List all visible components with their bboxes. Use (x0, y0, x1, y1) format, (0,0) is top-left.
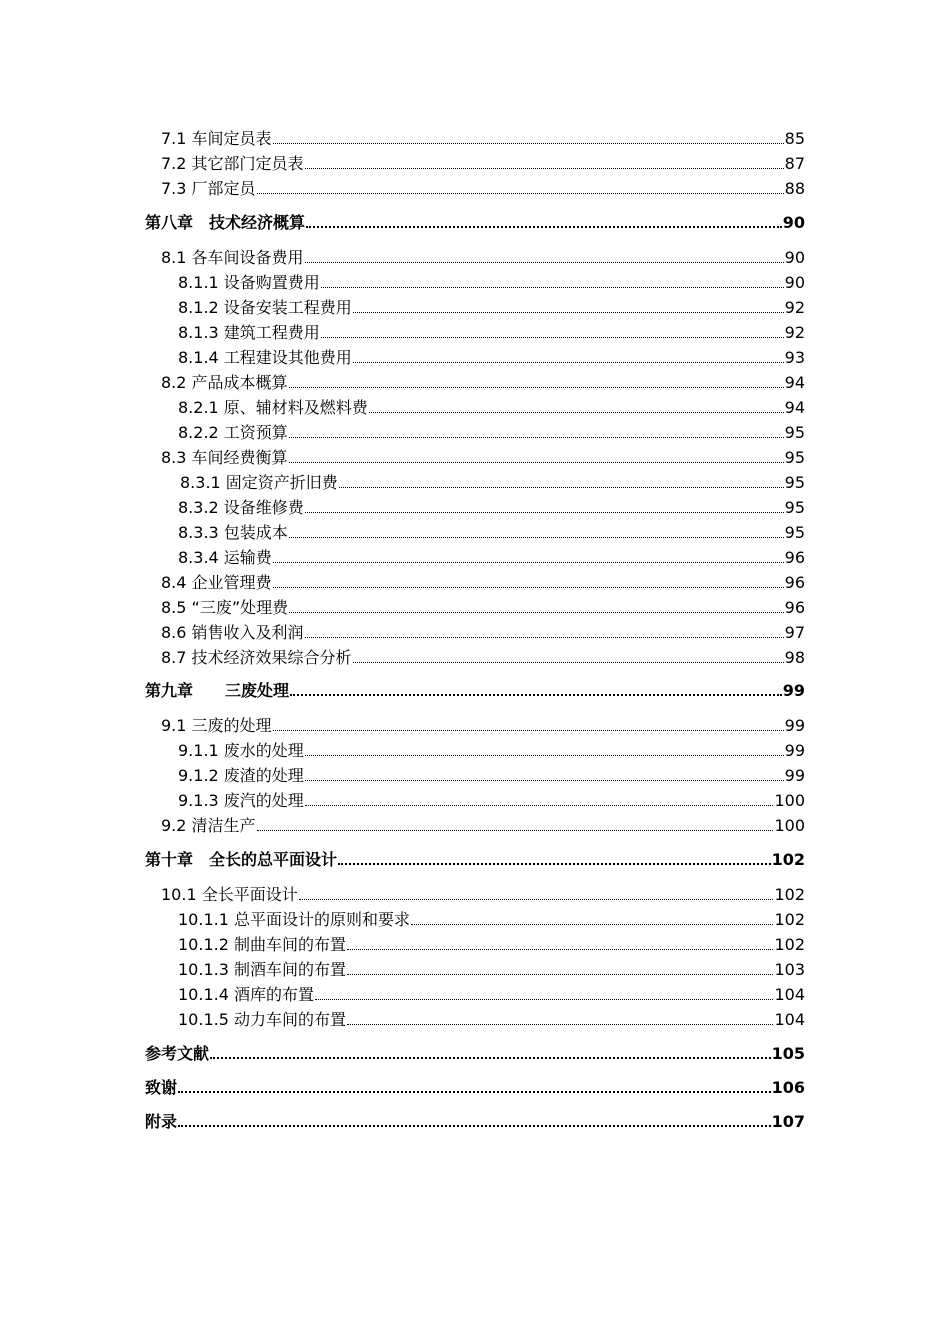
toc-entry-page-number: 96 (784, 548, 805, 567)
toc-entry-title: 8.7 技术经济效果综合分析 (161, 648, 352, 667)
toc-entry-page-number: 102 (774, 885, 805, 904)
toc-entry-title: 附录 (145, 1112, 178, 1131)
toc-entry-page-number: 100 (774, 816, 805, 835)
toc-entry-page-number: 99 (784, 716, 805, 735)
dot-leader (257, 830, 774, 831)
toc-entry-title: 8.2.2 工资预算 (178, 423, 288, 442)
toc-entry-page-number: 102 (771, 850, 805, 869)
toc-chapter-entry[interactable] (145, 1108, 805, 1132)
toc-section-entry[interactable] (178, 737, 805, 761)
toc-entry-page-number: 88 (784, 179, 805, 198)
dot-leader (273, 587, 784, 588)
toc-entry-title: 8.3 车间经费衡算 (161, 448, 288, 467)
toc-entry-title: 9.2 清洁生产 (161, 816, 256, 835)
toc-entry-page-number: 106 (771, 1078, 805, 1097)
toc-section-entry[interactable] (161, 569, 805, 593)
toc-section-entry[interactable] (161, 594, 805, 618)
dot-leader (347, 1024, 773, 1025)
toc-entry-title: 9.1.1 废水的处理 (178, 741, 304, 760)
dot-leader (289, 437, 784, 438)
toc-entry-page-number: 97 (784, 623, 805, 642)
toc-section-entry[interactable] (178, 956, 805, 980)
dot-leader (305, 512, 784, 513)
dot-leader (289, 537, 784, 538)
toc-entry-title: 9.1.3 废汽的处理 (178, 791, 304, 810)
toc-entry-title: 8.2 产品成本概算 (161, 373, 288, 392)
toc-entry-title: 8.1.1 设备购置费用 (178, 273, 320, 292)
toc-entry-page-number: 104 (774, 1010, 805, 1029)
toc-section-entry[interactable] (178, 906, 805, 930)
toc-entry-page-number: 103 (774, 960, 805, 979)
toc-entry-page-number: 95 (784, 473, 805, 492)
toc-entry-title: 10.1.5 动力车间的布置 (178, 1010, 346, 1029)
toc-section-entry[interactable] (178, 544, 805, 568)
toc-entry-page-number: 85 (784, 129, 805, 148)
toc-entry-page-number: 94 (784, 373, 805, 392)
dot-leader (305, 637, 784, 638)
toc-entry-page-number: 95 (784, 523, 805, 542)
toc-section-entry[interactable] (178, 344, 805, 368)
toc-entry-page-number: 102 (774, 910, 805, 929)
toc-entry-page-number: 100 (774, 791, 805, 810)
toc-entry-page-number: 104 (774, 985, 805, 1004)
toc-entry-title: 8.3.4 运输费 (178, 548, 272, 567)
toc-entry-page-number: 92 (784, 323, 805, 342)
toc-entry-page-number: 107 (771, 1112, 805, 1131)
toc-entry-page-number: 90 (782, 213, 805, 232)
toc-chapter-entry[interactable] (145, 1074, 805, 1098)
toc-section-entry[interactable] (161, 619, 805, 643)
dot-leader (273, 562, 784, 563)
toc-entry-page-number: 96 (784, 598, 805, 617)
dot-leader (315, 999, 773, 1000)
dot-leader (289, 462, 784, 463)
dot-leader (305, 168, 784, 169)
toc-chapter-entry[interactable] (145, 209, 805, 233)
dot-leader (178, 1091, 771, 1093)
toc-entry-page-number: 96 (784, 573, 805, 592)
toc-section-entry[interactable] (178, 519, 805, 543)
toc-section-entry[interactable] (178, 787, 805, 811)
toc-entry-page-number: 87 (784, 154, 805, 173)
toc-entry-title: 7.3 厂部定员 (161, 179, 256, 198)
toc-chapter-entry[interactable] (145, 1040, 805, 1064)
toc-section-entry[interactable] (178, 319, 805, 343)
toc-entry-title: 8.5 “三废”处理费 (161, 598, 289, 617)
dot-leader (273, 143, 784, 144)
toc-entry-title: 8.1.4 工程建设其他费用 (178, 348, 352, 367)
toc-entry-page-number: 90 (784, 248, 805, 267)
toc-entry-title: 8.1.3 建筑工程费用 (178, 323, 320, 342)
toc-entry-page-number: 102 (774, 935, 805, 954)
toc-entry-title: 8.1 各车间设备费用 (161, 248, 304, 267)
toc-entry-title: 10.1 全长平面设计 (161, 885, 298, 904)
dot-leader (369, 412, 784, 413)
dot-leader (210, 1057, 771, 1059)
dot-leader (305, 755, 784, 756)
toc-entry-title: 8.2.1 原、辅材料及燃料费 (178, 398, 368, 417)
toc-entry-page-number: 99 (784, 766, 805, 785)
toc-section-entry[interactable] (178, 1006, 805, 1030)
toc-section-entry[interactable] (178, 394, 805, 418)
dot-leader (353, 362, 784, 363)
toc-section-entry[interactable] (180, 469, 805, 493)
toc-section-entry[interactable] (178, 762, 805, 786)
toc-entry-title: 9.1 三废的处理 (161, 716, 272, 735)
toc-section-entry[interactable] (161, 812, 805, 836)
toc-entry-title: 8.4 企业管理费 (161, 573, 272, 592)
toc-entry-title: 10.1.1 总平面设计的原则和要求 (178, 910, 410, 929)
dot-leader (353, 662, 784, 663)
toc-section-entry[interactable] (178, 269, 805, 293)
toc-entry-page-number: 105 (771, 1044, 805, 1063)
toc-section-entry[interactable] (178, 419, 805, 443)
toc-section-entry[interactable] (161, 244, 805, 268)
toc-entry-page-number: 98 (784, 648, 805, 667)
toc-chapter-entry[interactable] (145, 846, 805, 870)
toc-entry-title: 10.1.3 制酒车间的布置 (178, 960, 346, 979)
toc-entry-title: 9.1.2 废渣的处理 (178, 766, 304, 785)
toc-chapter-entry[interactable] (145, 677, 805, 701)
dot-leader (338, 863, 771, 865)
toc-entry-title: 第九章 三废处理 (145, 681, 290, 700)
toc-section-entry[interactable] (178, 931, 805, 955)
toc-section-entry[interactable] (178, 294, 805, 318)
toc-section-entry[interactable] (161, 125, 805, 149)
toc-entry-page-number: 90 (784, 273, 805, 292)
toc-section-entry[interactable] (161, 712, 805, 736)
dot-leader (299, 899, 774, 900)
toc-entry-page-number: 92 (784, 298, 805, 317)
dot-leader (353, 312, 784, 313)
toc-entry-title: 8.1.2 设备安装工程费用 (178, 298, 352, 317)
toc-entry-title: 8.3.1 固定资产折旧费 (180, 473, 338, 492)
toc-entry-title: 参考文献 (145, 1044, 210, 1063)
dot-leader (411, 924, 773, 925)
dot-leader (273, 730, 784, 731)
dot-leader (178, 1125, 771, 1127)
toc-section-entry[interactable] (161, 369, 805, 393)
toc-entry-title: 8.6 销售收入及利润 (161, 623, 304, 642)
toc-section-entry[interactable] (161, 444, 805, 468)
dot-leader (290, 694, 782, 696)
dot-leader (305, 805, 774, 806)
dot-leader (305, 262, 784, 263)
toc-section-entry[interactable] (161, 175, 805, 199)
toc-entry-page-number: 99 (784, 741, 805, 760)
dot-leader (321, 337, 784, 338)
toc-entry-title: 第十章 全长的总平面设计 (145, 850, 338, 869)
toc-entry-title: 第八章 技术经济概算 (145, 213, 306, 232)
dot-leader (347, 974, 773, 975)
toc-entry-page-number: 95 (784, 498, 805, 517)
toc-section-entry[interactable] (178, 494, 805, 518)
dot-leader (339, 487, 784, 488)
dot-leader (257, 193, 784, 194)
toc-entry-title: 致谢 (145, 1078, 178, 1097)
dot-leader (305, 780, 784, 781)
toc-entry-page-number: 93 (784, 348, 805, 367)
toc-entry-title: 8.3.3 包装成本 (178, 523, 288, 542)
toc-entry-page-number: 99 (782, 681, 805, 700)
toc-entry-title: 7.1 车间定员表 (161, 129, 272, 148)
toc-entry-page-number: 95 (784, 423, 805, 442)
dot-leader (289, 387, 784, 388)
toc-section-entry[interactable] (161, 644, 805, 668)
toc-section-entry[interactable] (161, 881, 805, 905)
toc-entry-page-number: 95 (784, 448, 805, 467)
toc-section-entry[interactable] (161, 150, 805, 174)
toc-entry-title: 8.3.2 设备维修费 (178, 498, 304, 517)
dot-leader (306, 226, 782, 228)
toc-entry-title: 10.1.2 制曲车间的布置 (178, 935, 346, 954)
toc-entry-title: 7.2 其它部门定员表 (161, 154, 304, 173)
toc-section-entry[interactable] (178, 981, 805, 1005)
dot-leader (321, 287, 784, 288)
toc-entry-title: 10.1.4 酒库的布置 (178, 985, 314, 1004)
dot-leader (289, 612, 784, 613)
toc-entry-page-number: 94 (784, 398, 805, 417)
dot-leader (347, 949, 773, 950)
